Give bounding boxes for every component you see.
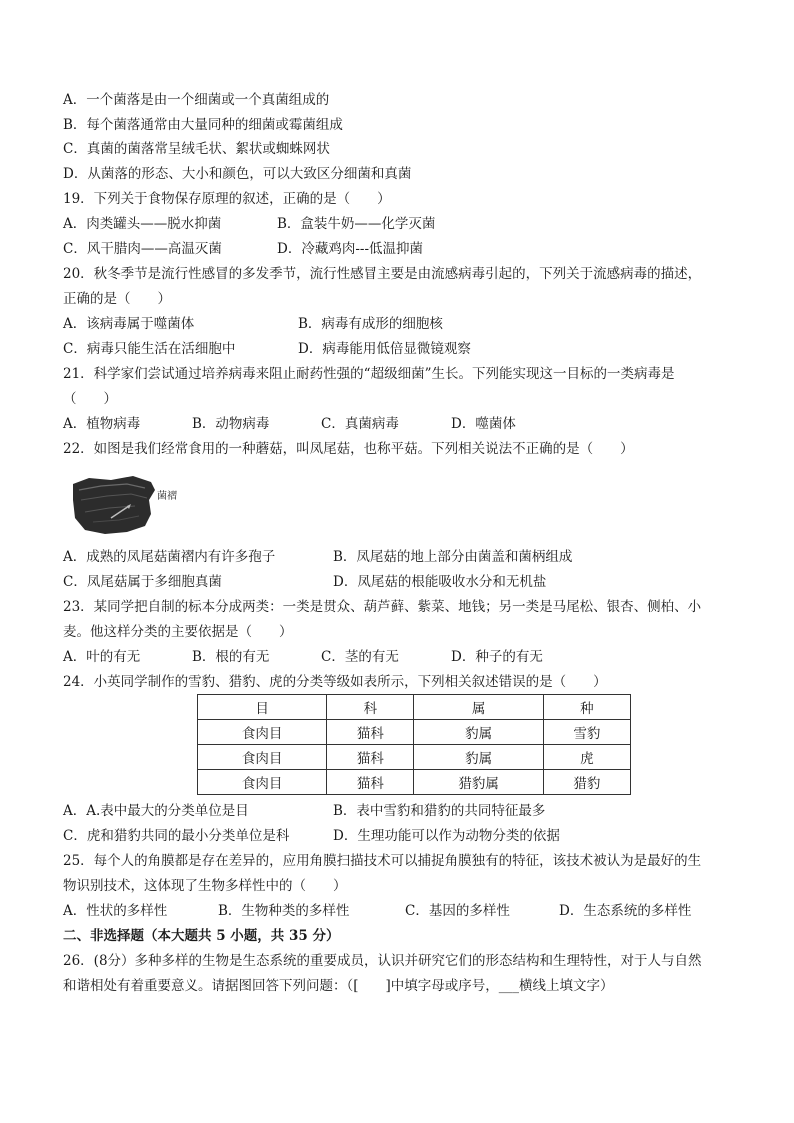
q24-option-b: B．表中雪豹和猎豹的共同特征最多 bbox=[333, 803, 546, 819]
q23-stem-line2: 麦。他这样分类的主要依据是（ ） bbox=[63, 624, 293, 640]
q20-stem-line1: 20．秋冬季节是流行性感冒的多发季节，流行性感冒主要是由流感病毒引起的，下列关于流感病毒的描述， bbox=[63, 266, 702, 282]
table-header-cell: 科 bbox=[327, 695, 414, 720]
table-cell: 猎豹属 bbox=[414, 770, 543, 795]
q20-option-d: D．病毒能用低倍显微镜观察 bbox=[298, 341, 471, 357]
classification-table bbox=[197, 694, 631, 795]
q26-line2: 和谐相处有着重要意义。请据图回答下列问题：（[ ]中填字母或序号，___横线上填文字） bbox=[63, 978, 614, 994]
table-cell: 豹属 bbox=[414, 720, 543, 745]
q25-stem-line1: 25．每个人的角膜都是存在差异的，应用角膜扫描技术可以捕捉角膜独有的特征，该技术被认为是最好的生 bbox=[63, 853, 702, 869]
q22-option-a: A．成熟的凤尾菇菌褶内有许多孢子 bbox=[63, 549, 276, 565]
q20-stem-line2: 正确的是（ ） bbox=[63, 291, 171, 307]
q22-option-c: C．凤尾菇属于多细胞真菌 bbox=[63, 574, 222, 590]
table-cell: 食肉目 bbox=[198, 720, 327, 745]
q24-option-d: D．生理功能可以作为动物分类的依据 bbox=[333, 828, 560, 844]
q19-stem: 19．下列关于食物保存原理的叙述，正确的是（ ） bbox=[63, 191, 391, 207]
q19-option-b: B．盒装牛奶——化学灭菌 bbox=[277, 216, 436, 232]
q25-stem-line2: 物识别技术，这体现了生物多样性中的（ ） bbox=[63, 878, 347, 894]
table-header-cell: 属 bbox=[414, 695, 543, 720]
table-cell: 猎豹 bbox=[543, 770, 630, 795]
q21-stem-line1: 21．科学家们尝试通过培养病毒来阻止耐药性强的“超级细菌”生长。下列能实现这一目标的一类病毒是 bbox=[63, 366, 675, 382]
q23-option-b: B．根的有无 bbox=[192, 649, 270, 665]
q22-stem: 22．如图是我们经常食用的一种蘑菇，叫凤尾菇，也称平菇。下列相关说法不正确的是（ ） bbox=[63, 441, 634, 457]
q21-option-c: C．真菌病毒 bbox=[321, 416, 399, 432]
q20-option-c: C．病毒只能生活在活细胞中 bbox=[63, 341, 236, 357]
q24-option-c: C．虎和猎豹共同的最小分类单位是科 bbox=[63, 828, 290, 844]
q23-option-d: D．种子的有无 bbox=[451, 649, 543, 665]
q19-option-c: C．风干腊肉——高温灭菌 bbox=[63, 241, 222, 257]
q22-option-b: B．凤尾菇的地上部分由菌盖和菌柄组成 bbox=[333, 549, 573, 565]
q24-stem: 24．小英同学制作的雪豹、猎豹、虎的分类等级如表所示，下列相关叙述错误的是（ ） bbox=[63, 674, 607, 690]
q25-option-b: B．生物种类的多样性 bbox=[218, 903, 350, 919]
q21-option-d: D．噬菌体 bbox=[451, 416, 516, 432]
mushroom-photo bbox=[71, 470, 183, 536]
q19-option-d: D．冷藏鸡肉---低温抑菌 bbox=[277, 241, 424, 257]
q18-option-d: D．从菌落的形态、大小和颜色，可以大致区分细菌和真菌 bbox=[63, 166, 412, 182]
table-cell: 猫科 bbox=[327, 770, 414, 795]
q25-option-c: C．基因的多样性 bbox=[405, 903, 510, 919]
q21-stem-line2: （ ） bbox=[63, 391, 117, 407]
table-row bbox=[198, 745, 631, 770]
table-header-cell: 目 bbox=[198, 695, 327, 720]
table-header-cell: 种 bbox=[543, 695, 630, 720]
q26-line1: 26．(8分）多种多样的生物是生态系统的重要成员，认识并研究它们的形态结构和生理特性，对于人与自然 bbox=[63, 953, 702, 969]
table-cell: 猫科 bbox=[327, 720, 414, 745]
q25-option-a: A．性状的多样性 bbox=[63, 903, 168, 919]
table-cell: 食肉目 bbox=[198, 770, 327, 795]
table-cell: 豹属 bbox=[414, 745, 543, 770]
q24-option-a: A．A.表中最大的分类单位是目 bbox=[63, 803, 249, 819]
q21-option-a: A．植物病毒 bbox=[63, 416, 141, 432]
q20-option-a: A．该病毒属于噬菌体 bbox=[63, 316, 195, 332]
q22-option-d: D．凤尾菇的根能吸收水分和无机盐 bbox=[333, 574, 547, 590]
table-row bbox=[198, 770, 631, 795]
table-cell: 雪豹 bbox=[543, 720, 630, 745]
q23-option-a: A．叶的有无 bbox=[63, 649, 141, 665]
table-row bbox=[198, 720, 631, 745]
q18-option-a: A．一个菌落是由一个细菌或一个真菌组成的 bbox=[63, 92, 330, 108]
q23-stem-line1: 23．某同学把自制的标本分成两类：一类是贯众、葫芦藓、紫菜、地钱；另一类是马尾松、银杏、侧柏、小 bbox=[63, 599, 702, 615]
q20-option-b: B．病毒有成形的细胞核 bbox=[298, 316, 443, 332]
q25-option-d: D．生态系统的多样性 bbox=[559, 903, 692, 919]
table-header-row bbox=[198, 695, 631, 720]
mushroom-gill-label: 菌褶 bbox=[157, 491, 177, 502]
table-cell: 猫科 bbox=[327, 745, 414, 770]
section-title: 二、非选择题（本大题共 5 小题，共 35 分） bbox=[63, 928, 340, 944]
mushroom-figure bbox=[71, 470, 183, 536]
table-cell: 食肉目 bbox=[198, 745, 327, 770]
q18-option-b: B．每个菌落通常由大量同种的细菌或霉菌组成 bbox=[63, 117, 343, 133]
table-cell: 虎 bbox=[543, 745, 630, 770]
q19-option-a: A．肉类罐头——脱水抑菌 bbox=[63, 216, 222, 232]
q23-option-c: C．茎的有无 bbox=[321, 649, 399, 665]
q18-option-c: C．真菌的菌落常呈绒毛状、絮状或蜘蛛网状 bbox=[63, 141, 330, 157]
q21-option-b: B．动物病毒 bbox=[192, 416, 270, 432]
